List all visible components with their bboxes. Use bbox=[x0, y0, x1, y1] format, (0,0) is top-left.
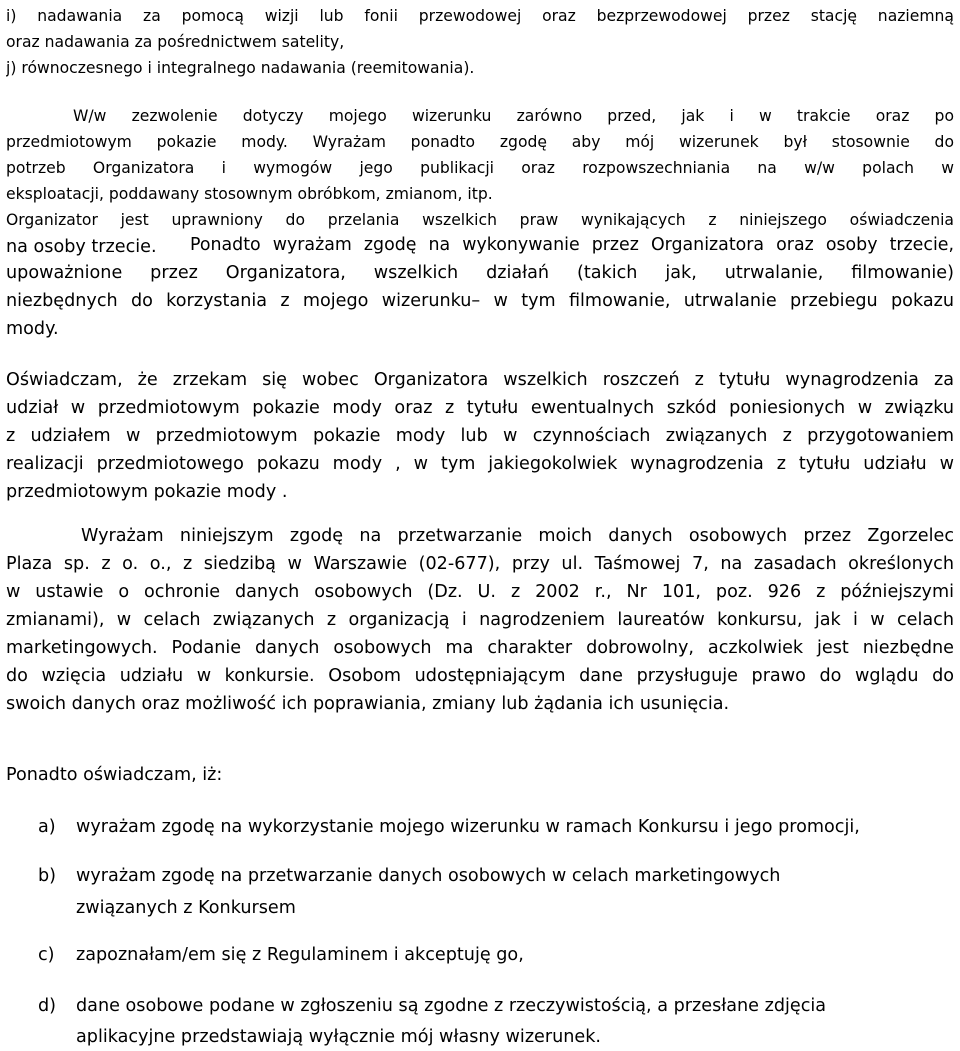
paragraph-personal-data bbox=[6, 522, 954, 718]
text-line: Oświadczam, że zrzekam się wobec Organizatora wszelkich roszczeń z tytułu wynagrodzenia za bbox=[6, 370, 954, 390]
text-line: j) równoczesnego i integralnego nadawania (reemitowania). bbox=[6, 59, 475, 77]
text-line: W/w zezwolenie dotyczy mojego wizerunku zarówno przed, jak i w trakcie oraz po bbox=[73, 107, 954, 125]
list-marker: b) bbox=[38, 866, 57, 886]
list-item-text: dane osobowe podane w zgłoszeniu są zgodne z rzeczywistością, a przesłane zdjęcia bbox=[76, 996, 827, 1016]
paragraph-processing-consent bbox=[6, 259, 954, 343]
text-line: marketingowych. Podanie danych osobowych ma charakter dobrowolny, aczkolwiek jest niezbędne bbox=[6, 638, 954, 658]
text-line: oraz nadawania za pośrednictwem satelity, bbox=[6, 33, 345, 51]
list-item-text: aplikacyjne przedstawiają wyłącznie mój własny wizerunek. bbox=[76, 1027, 602, 1047]
text-line: Plaza sp. z o. o., z siedzibą w Warszawie (02-677), przy ul. Taśmowej 7, na zasadach określonych bbox=[6, 554, 954, 574]
text-line: i) nadawania za pomocą wizji lub fonii przewodowej oraz bezprzewodowej przez stację naziemną bbox=[6, 7, 954, 25]
list-item-text: związanych z Konkursem bbox=[76, 898, 296, 918]
text-line: mody. bbox=[6, 319, 59, 339]
list-item-text: wyrażam zgodę na wykorzystanie mojego wizerunku w ramach Konkursu i jego promocji, bbox=[76, 817, 860, 837]
text-line: Ponadto wyrażam zgodę na wykonywanie przez Organizatora oraz osoby trzecie, bbox=[190, 235, 954, 255]
text-line: realizacji przedmiotowego pokazu mody , w tym jakiegokolwiek wynagrodzenia z tytułu udziału w bbox=[6, 454, 954, 474]
list-marker: d) bbox=[38, 996, 57, 1016]
declaration-intro: Ponadto oświadczam, iż: bbox=[6, 765, 223, 785]
list-marker: c) bbox=[38, 945, 55, 965]
text-line: przedmiotowym pokazie mody. Wyrażam ponadto zgodę aby mój wizerunek był stosownie do bbox=[6, 133, 954, 151]
text-line: zmianami), w celach związanych z organizacją i nagrodzeniem laureatów konkursu, jak i w celach bbox=[6, 610, 954, 630]
text-line bbox=[6, 233, 157, 261]
list-item-text: zapoznałam/em się z Regulaminem i akceptuję go, bbox=[76, 945, 524, 965]
text-line: niezbędnych do korzystania z mojego wizerunku– w tym filmowanie, utrwalanie przebiegu pokazu bbox=[6, 291, 954, 311]
text-line: z udziałem w przedmiotowym pokazie mody lub w czynnościach związanych z przygotowaniem bbox=[6, 426, 954, 446]
paragraph-waiver bbox=[6, 366, 954, 506]
paragraph-organizer-rights bbox=[6, 207, 954, 233]
text-line: do wzięcia udziału w konkursie. Osobom udostępniającym dane przysługuje prawo do wglądu do bbox=[6, 666, 954, 686]
text-line: udział w przedmiotowym pokazie mody oraz z tytułu ewentualnych szkód poniesionych w związku bbox=[6, 398, 954, 418]
text-line: upoważnione przez Organizatora, wszelkich działań (takich jak, utrwalanie, filmowanie) bbox=[6, 263, 954, 283]
list-item-text: wyrażam zgodę na przetwarzanie danych osobowych w celach marketingowych bbox=[76, 866, 781, 886]
text-line: swoich danych oraz możliwość ich poprawiania, zmiany lub żądania ich usunięcia. bbox=[6, 694, 730, 714]
paragraph-image-permission bbox=[6, 103, 954, 207]
text-fragment: na osoby trzecie. bbox=[6, 237, 157, 257]
text-line: potrzeb Organizatora i wymogów jego publikacji oraz rozpowszechniania na w/w polach w bbox=[6, 159, 954, 177]
text-line: w ustawie o ochronie danych osobowych (Dz. U. z 2002 r., Nr 101, poz. 926 z późniejszymi bbox=[6, 582, 954, 602]
list-marker: a) bbox=[38, 817, 56, 837]
paragraph-broadcast-fields bbox=[6, 3, 954, 81]
text-line: eksploatacji, poddawany stosownym obróbkom, zmianom, itp. bbox=[6, 185, 493, 203]
text-line: Wyrażam niniejszym zgodę na przetwarzanie moich danych osobowych przez Zgorzelec bbox=[81, 526, 954, 546]
text-line: przedmiotowym pokazie mody . bbox=[6, 482, 288, 502]
text-line: Organizator jest uprawniony do przelania wszelkich praw wynikających z niniejszego oświadczenia bbox=[6, 211, 954, 229]
